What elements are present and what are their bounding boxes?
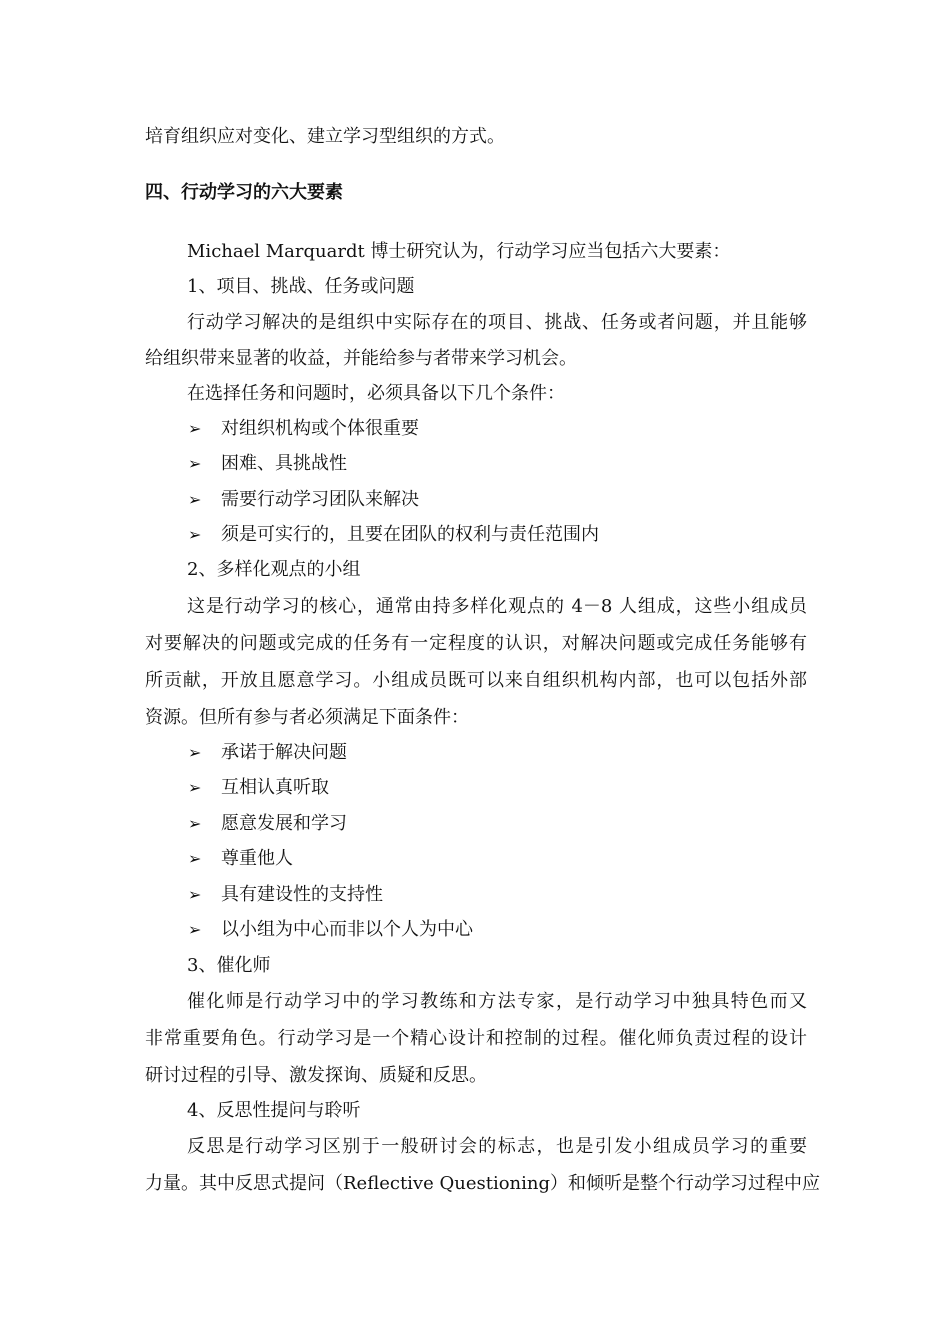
item2-paragraph-line: 对要解决的问题或完成的任务有一定程度的认识，对解决问题或完成任务能够有	[145, 633, 807, 654]
item1-title: 1、项目、挑战、任务或问题	[187, 276, 415, 297]
list-item: 互相认真听取	[221, 777, 329, 798]
item1-paragraph-line: 给组织带来显著的收益，并能给参与者带来学习机会。	[145, 348, 577, 369]
list-item: 需要行动学习团队来解决	[221, 489, 419, 510]
item2-title: 2、多样化观点的小组	[187, 559, 361, 580]
item4-paragraph-line: 力量。其中反思式提问（Reflective Questioning）和倾听是整个行动学习过程中应	[145, 1173, 821, 1194]
section-heading: 四、行动学习的六大要素	[145, 182, 343, 203]
list-item: 困难、具挑战性	[221, 453, 347, 474]
intro-tail-line: 培育组织应对变化、建立学习型组织的方式。	[145, 126, 505, 147]
item2-paragraph-line: 这是行动学习的核心，通常由持多样化观点的 4－8 人组成，这些小组成员	[187, 596, 807, 617]
list-item: 愿意发展和学习	[221, 813, 347, 834]
arrow-bullet-icon: ➢	[188, 490, 202, 509]
arrow-bullet-icon: ➢	[188, 419, 202, 438]
item4-paragraph-line: 反思是行动学习区别于一般研讨会的标志，也是引发小组成员学习的重要	[187, 1136, 807, 1157]
item2-paragraph-line: 所贡献，开放且愿意学习。小组成员既可以来自组织机构内部，也可以包括外部	[145, 670, 807, 691]
arrow-bullet-icon: ➢	[188, 814, 202, 833]
arrow-bullet-icon: ➢	[188, 454, 202, 473]
arrow-bullet-icon: ➢	[188, 885, 202, 904]
arrow-bullet-icon: ➢	[188, 743, 202, 762]
arrow-bullet-icon: ➢	[188, 920, 202, 939]
list-item: 对组织机构或个体很重要	[221, 418, 419, 439]
lead-paragraph: Michael Marquardt 博士研究认为，行动学习应当包括六大要素：	[187, 241, 731, 262]
list-item: 须是可实行的，且要在团队的权利与责任范围内	[221, 524, 599, 545]
item1-paragraph-line: 行动学习解决的是组织中实际存在的项目、挑战、任务或者问题，并且能够	[187, 312, 807, 333]
list-item: 承诺于解决问题	[221, 742, 347, 763]
item3-paragraph-line: 催化师是行动学习中的学习教练和方法专家，是行动学习中独具特色而又	[187, 991, 807, 1012]
item3-title: 3、催化师	[187, 955, 271, 976]
list-item: 以小组为中心而非以个人为中心	[221, 919, 473, 940]
arrow-bullet-icon: ➢	[188, 849, 202, 868]
item1-conditions-intro: 在选择任务和问题时，必须具备以下几个条件：	[187, 383, 565, 404]
item3-paragraph-line: 研讨过程的引导、激发探询、质疑和反思。	[145, 1065, 487, 1086]
arrow-bullet-icon: ➢	[188, 525, 202, 544]
item2-paragraph-line: 资源。但所有参与者必须满足下面条件：	[145, 707, 469, 728]
list-item: 具有建设性的支持性	[221, 884, 383, 905]
item4-title: 4、反思性提问与聆听	[187, 1100, 361, 1121]
arrow-bullet-icon: ➢	[188, 778, 202, 797]
item3-paragraph-line: 非常重要角色。行动学习是一个精心设计和控制的过程。催化师负责过程的设计	[145, 1028, 807, 1049]
list-item: 尊重他人	[221, 848, 293, 869]
